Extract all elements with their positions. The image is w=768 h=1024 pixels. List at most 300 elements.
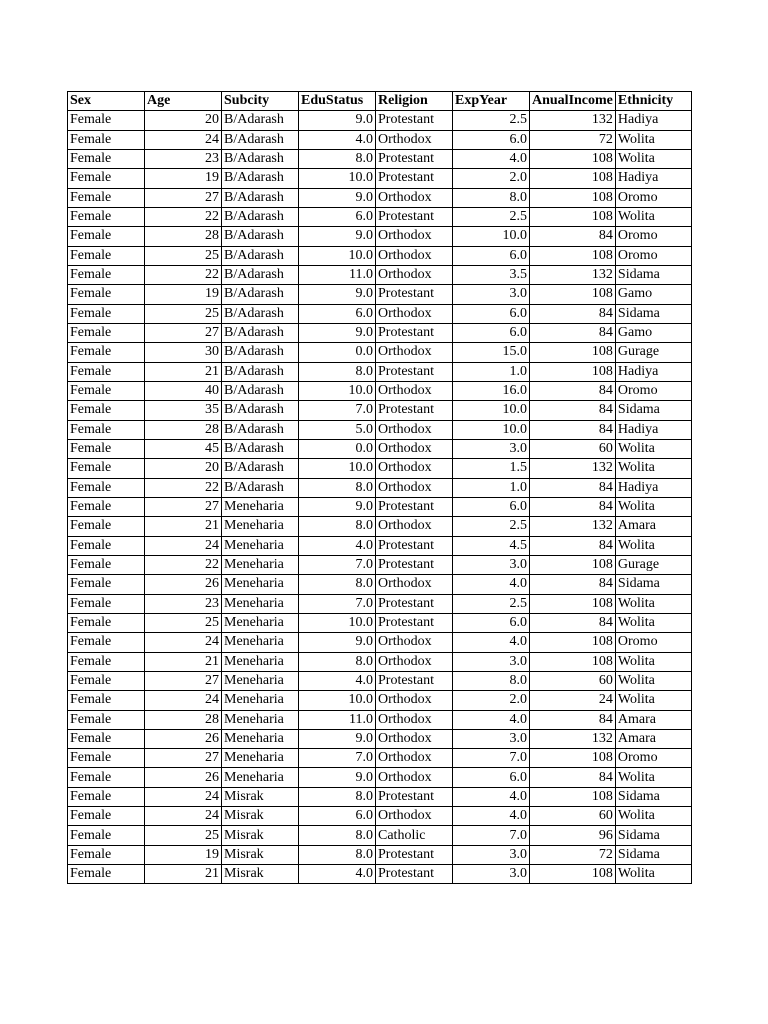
cell-expyear: 8.0 xyxy=(453,671,530,690)
cell-ethnicity: Wolita xyxy=(615,613,691,632)
cell-anualincome: 108 xyxy=(530,188,616,207)
table-row xyxy=(68,323,692,342)
table-row xyxy=(68,865,692,884)
cell-religion: Protestant xyxy=(376,536,453,555)
cell-edustatus: 10.0 xyxy=(299,691,376,710)
cell-age: 27 xyxy=(145,323,222,342)
cell-edustatus: 10.0 xyxy=(299,459,376,478)
cell-age: 24 xyxy=(145,130,222,149)
header-religion: Religion xyxy=(376,92,453,111)
cell-edustatus: 11.0 xyxy=(299,710,376,729)
cell-subcity: Meneharia xyxy=(222,691,299,710)
cell-sex: Female xyxy=(68,807,145,826)
cell-expyear: 7.0 xyxy=(453,749,530,768)
cell-religion: Orthodox xyxy=(376,749,453,768)
cell-age: 21 xyxy=(145,517,222,536)
cell-anualincome: 84 xyxy=(530,497,616,516)
cell-anualincome: 84 xyxy=(530,768,616,787)
cell-expyear: 1.0 xyxy=(453,362,530,381)
cell-age: 25 xyxy=(145,826,222,845)
cell-sex: Female xyxy=(68,111,145,130)
cell-edustatus: 7.0 xyxy=(299,594,376,613)
cell-subcity: B/Adarash xyxy=(222,439,299,458)
table-row xyxy=(68,807,692,826)
cell-subcity: B/Adarash xyxy=(222,188,299,207)
cell-age: 22 xyxy=(145,555,222,574)
table-row xyxy=(68,265,692,284)
cell-edustatus: 9.0 xyxy=(299,323,376,342)
cell-subcity: Misrak xyxy=(222,865,299,884)
cell-edustatus: 7.0 xyxy=(299,555,376,574)
cell-age: 35 xyxy=(145,401,222,420)
cell-sex: Female xyxy=(68,227,145,246)
cell-expyear: 2.0 xyxy=(453,691,530,710)
cell-sex: Female xyxy=(68,459,145,478)
cell-expyear: 2.5 xyxy=(453,594,530,613)
cell-age: 20 xyxy=(145,459,222,478)
cell-age: 22 xyxy=(145,207,222,226)
cell-age: 40 xyxy=(145,381,222,400)
cell-anualincome: 108 xyxy=(530,246,616,265)
cell-edustatus: 4.0 xyxy=(299,671,376,690)
header-edustatus: EduStatus xyxy=(299,92,376,111)
cell-expyear: 6.0 xyxy=(453,613,530,632)
cell-anualincome: 108 xyxy=(530,362,616,381)
cell-edustatus: 9.0 xyxy=(299,768,376,787)
cell-religion: Protestant xyxy=(376,111,453,130)
cell-ethnicity: Hadiya xyxy=(615,111,691,130)
cell-subcity: B/Adarash xyxy=(222,459,299,478)
cell-age: 24 xyxy=(145,691,222,710)
table-row xyxy=(68,613,692,632)
cell-expyear: 16.0 xyxy=(453,381,530,400)
cell-expyear: 10.0 xyxy=(453,227,530,246)
table-row xyxy=(68,575,692,594)
cell-sex: Female xyxy=(68,149,145,168)
cell-expyear: 3.0 xyxy=(453,729,530,748)
cell-anualincome: 108 xyxy=(530,207,616,226)
table-row xyxy=(68,246,692,265)
cell-sex: Female xyxy=(68,555,145,574)
cell-sex: Female xyxy=(68,575,145,594)
cell-religion: Protestant xyxy=(376,362,453,381)
cell-sex: Female xyxy=(68,845,145,864)
cell-edustatus: 9.0 xyxy=(299,729,376,748)
cell-subcity: Misrak xyxy=(222,826,299,845)
cell-subcity: Meneharia xyxy=(222,536,299,555)
cell-expyear: 2.0 xyxy=(453,169,530,188)
cell-religion: Protestant xyxy=(376,285,453,304)
cell-anualincome: 84 xyxy=(530,401,616,420)
cell-subcity: B/Adarash xyxy=(222,285,299,304)
cell-ethnicity: Wolita xyxy=(615,459,691,478)
cell-sex: Female xyxy=(68,130,145,149)
cell-ethnicity: Sidama xyxy=(615,265,691,284)
cell-sex: Female xyxy=(68,265,145,284)
cell-religion: Orthodox xyxy=(376,420,453,439)
cell-subcity: Meneharia xyxy=(222,749,299,768)
cell-subcity: Meneharia xyxy=(222,575,299,594)
cell-religion: Orthodox xyxy=(376,652,453,671)
cell-expyear: 6.0 xyxy=(453,130,530,149)
cell-religion: Protestant xyxy=(376,207,453,226)
cell-anualincome: 84 xyxy=(530,478,616,497)
cell-expyear: 4.0 xyxy=(453,633,530,652)
cell-anualincome: 84 xyxy=(530,575,616,594)
cell-ethnicity: Amara xyxy=(615,710,691,729)
cell-ethnicity: Gurage xyxy=(615,555,691,574)
cell-subcity: Meneharia xyxy=(222,497,299,516)
cell-sex: Female xyxy=(68,343,145,362)
cell-religion: Orthodox xyxy=(376,304,453,323)
cell-anualincome: 108 xyxy=(530,169,616,188)
cell-anualincome: 84 xyxy=(530,304,616,323)
cell-ethnicity: Sidama xyxy=(615,845,691,864)
cell-subcity: Meneharia xyxy=(222,633,299,652)
cell-anualincome: 60 xyxy=(530,671,616,690)
cell-religion: Orthodox xyxy=(376,691,453,710)
cell-expyear: 4.0 xyxy=(453,149,530,168)
cell-subcity: B/Adarash xyxy=(222,323,299,342)
cell-subcity: Misrak xyxy=(222,807,299,826)
cell-edustatus: 8.0 xyxy=(299,149,376,168)
cell-religion: Protestant xyxy=(376,787,453,806)
table-row xyxy=(68,768,692,787)
cell-anualincome: 84 xyxy=(530,613,616,632)
cell-edustatus: 8.0 xyxy=(299,517,376,536)
cell-religion: Orthodox xyxy=(376,459,453,478)
cell-age: 25 xyxy=(145,246,222,265)
cell-anualincome: 84 xyxy=(530,381,616,400)
cell-subcity: B/Adarash xyxy=(222,130,299,149)
cell-age: 27 xyxy=(145,671,222,690)
cell-age: 28 xyxy=(145,710,222,729)
cell-expyear: 4.5 xyxy=(453,536,530,555)
cell-age: 24 xyxy=(145,633,222,652)
cell-anualincome: 132 xyxy=(530,111,616,130)
cell-edustatus: 9.0 xyxy=(299,188,376,207)
cell-edustatus: 8.0 xyxy=(299,575,376,594)
table-row xyxy=(68,749,692,768)
cell-ethnicity: Wolita xyxy=(615,807,691,826)
cell-subcity: Meneharia xyxy=(222,710,299,729)
cell-anualincome: 84 xyxy=(530,323,616,342)
table-row xyxy=(68,652,692,671)
cell-expyear: 3.0 xyxy=(453,555,530,574)
cell-sex: Female xyxy=(68,362,145,381)
cell-expyear: 1.5 xyxy=(453,459,530,478)
cell-subcity: B/Adarash xyxy=(222,207,299,226)
table-row xyxy=(68,362,692,381)
cell-age: 22 xyxy=(145,265,222,284)
cell-religion: Orthodox xyxy=(376,246,453,265)
cell-edustatus: 9.0 xyxy=(299,227,376,246)
cell-age: 25 xyxy=(145,613,222,632)
table-row xyxy=(68,671,692,690)
header-subcity: Subcity xyxy=(222,92,299,111)
cell-subcity: Meneharia xyxy=(222,652,299,671)
cell-edustatus: 8.0 xyxy=(299,652,376,671)
cell-ethnicity: Sidama xyxy=(615,304,691,323)
cell-anualincome: 132 xyxy=(530,265,616,284)
cell-expyear: 3.0 xyxy=(453,439,530,458)
cell-expyear: 6.0 xyxy=(453,304,530,323)
table-row xyxy=(68,420,692,439)
cell-expyear: 6.0 xyxy=(453,497,530,516)
cell-expyear: 6.0 xyxy=(453,246,530,265)
cell-sex: Female xyxy=(68,169,145,188)
table-row xyxy=(68,691,692,710)
cell-edustatus: 10.0 xyxy=(299,613,376,632)
cell-religion: Protestant xyxy=(376,169,453,188)
table-row xyxy=(68,478,692,497)
cell-expyear: 7.0 xyxy=(453,826,530,845)
cell-age: 23 xyxy=(145,149,222,168)
cell-ethnicity: Oromo xyxy=(615,188,691,207)
cell-edustatus: 8.0 xyxy=(299,362,376,381)
cell-sex: Female xyxy=(68,536,145,555)
cell-ethnicity: Oromo xyxy=(615,246,691,265)
cell-ethnicity: Wolita xyxy=(615,671,691,690)
cell-sex: Female xyxy=(68,497,145,516)
cell-religion: Catholic xyxy=(376,826,453,845)
cell-subcity: Meneharia xyxy=(222,768,299,787)
cell-religion: Protestant xyxy=(376,149,453,168)
cell-edustatus: 7.0 xyxy=(299,401,376,420)
header-anualincome: AnualIncome xyxy=(530,92,616,111)
cell-subcity: B/Adarash xyxy=(222,478,299,497)
table-row xyxy=(68,787,692,806)
cell-age: 21 xyxy=(145,362,222,381)
cell-age: 27 xyxy=(145,749,222,768)
header-row xyxy=(68,92,692,111)
cell-expyear: 2.5 xyxy=(453,111,530,130)
cell-expyear: 4.0 xyxy=(453,575,530,594)
cell-sex: Female xyxy=(68,826,145,845)
cell-age: 22 xyxy=(145,478,222,497)
cell-ethnicity: Wolita xyxy=(615,865,691,884)
cell-expyear: 10.0 xyxy=(453,420,530,439)
cell-sex: Female xyxy=(68,710,145,729)
table-row xyxy=(68,207,692,226)
cell-sex: Female xyxy=(68,691,145,710)
cell-ethnicity: Hadiya xyxy=(615,169,691,188)
cell-age: 24 xyxy=(145,807,222,826)
table-body xyxy=(68,111,692,884)
cell-ethnicity: Oromo xyxy=(615,633,691,652)
cell-subcity: B/Adarash xyxy=(222,362,299,381)
cell-sex: Female xyxy=(68,401,145,420)
cell-age: 45 xyxy=(145,439,222,458)
cell-sex: Female xyxy=(68,207,145,226)
cell-age: 19 xyxy=(145,285,222,304)
table-row xyxy=(68,343,692,362)
cell-anualincome: 132 xyxy=(530,729,616,748)
cell-religion: Orthodox xyxy=(376,265,453,284)
cell-ethnicity: Hadiya xyxy=(615,420,691,439)
cell-subcity: Meneharia xyxy=(222,671,299,690)
cell-sex: Female xyxy=(68,729,145,748)
cell-edustatus: 9.0 xyxy=(299,497,376,516)
cell-expyear: 2.5 xyxy=(453,207,530,226)
cell-religion: Orthodox xyxy=(376,807,453,826)
cell-expyear: 4.0 xyxy=(453,807,530,826)
table-row xyxy=(68,285,692,304)
table-row xyxy=(68,149,692,168)
cell-edustatus: 4.0 xyxy=(299,130,376,149)
cell-ethnicity: Gurage xyxy=(615,343,691,362)
cell-age: 23 xyxy=(145,594,222,613)
table-row xyxy=(68,633,692,652)
cell-religion: Protestant xyxy=(376,555,453,574)
cell-expyear: 3.0 xyxy=(453,845,530,864)
cell-subcity: B/Adarash xyxy=(222,265,299,284)
cell-religion: Protestant xyxy=(376,671,453,690)
cell-sex: Female xyxy=(68,517,145,536)
cell-subcity: Misrak xyxy=(222,787,299,806)
cell-subcity: B/Adarash xyxy=(222,227,299,246)
cell-subcity: Misrak xyxy=(222,845,299,864)
cell-ethnicity: Amara xyxy=(615,517,691,536)
cell-ethnicity: Wolita xyxy=(615,439,691,458)
cell-religion: Orthodox xyxy=(376,517,453,536)
cell-sex: Female xyxy=(68,671,145,690)
cell-age: 27 xyxy=(145,497,222,516)
cell-ethnicity: Sidama xyxy=(615,575,691,594)
cell-age: 19 xyxy=(145,169,222,188)
cell-edustatus: 11.0 xyxy=(299,265,376,284)
cell-ethnicity: Sidama xyxy=(615,401,691,420)
cell-subcity: Meneharia xyxy=(222,555,299,574)
cell-anualincome: 84 xyxy=(530,536,616,555)
cell-sex: Female xyxy=(68,652,145,671)
cell-edustatus: 8.0 xyxy=(299,478,376,497)
cell-edustatus: 4.0 xyxy=(299,865,376,884)
cell-religion: Orthodox xyxy=(376,729,453,748)
header-expyear: ExpYear xyxy=(453,92,530,111)
cell-religion: Protestant xyxy=(376,613,453,632)
cell-subcity: Meneharia xyxy=(222,729,299,748)
cell-expyear: 3.0 xyxy=(453,865,530,884)
cell-edustatus: 5.0 xyxy=(299,420,376,439)
cell-edustatus: 6.0 xyxy=(299,207,376,226)
cell-subcity: B/Adarash xyxy=(222,149,299,168)
cell-ethnicity: Wolita xyxy=(615,207,691,226)
cell-ethnicity: Gamo xyxy=(615,323,691,342)
cell-age: 19 xyxy=(145,845,222,864)
table-row xyxy=(68,845,692,864)
cell-religion: Protestant xyxy=(376,323,453,342)
table-row xyxy=(68,227,692,246)
cell-anualincome: 108 xyxy=(530,652,616,671)
cell-sex: Female xyxy=(68,768,145,787)
table-row xyxy=(68,304,692,323)
cell-anualincome: 132 xyxy=(530,517,616,536)
cell-subcity: B/Adarash xyxy=(222,343,299,362)
cell-subcity: B/Adarash xyxy=(222,420,299,439)
cell-ethnicity: Gamo xyxy=(615,285,691,304)
cell-ethnicity: Wolita xyxy=(615,652,691,671)
table-row xyxy=(68,111,692,130)
table-row xyxy=(68,729,692,748)
cell-expyear: 6.0 xyxy=(453,768,530,787)
cell-subcity: B/Adarash xyxy=(222,246,299,265)
header-sex: Sex xyxy=(68,92,145,111)
cell-age: 26 xyxy=(145,768,222,787)
cell-religion: Protestant xyxy=(376,497,453,516)
cell-sex: Female xyxy=(68,246,145,265)
cell-edustatus: 7.0 xyxy=(299,749,376,768)
cell-religion: Orthodox xyxy=(376,710,453,729)
cell-age: 30 xyxy=(145,343,222,362)
cell-religion: Orthodox xyxy=(376,188,453,207)
cell-ethnicity: Hadiya xyxy=(615,478,691,497)
cell-religion: Protestant xyxy=(376,845,453,864)
cell-ethnicity: Wolita xyxy=(615,149,691,168)
cell-sex: Female xyxy=(68,381,145,400)
cell-age: 26 xyxy=(145,575,222,594)
table-row xyxy=(68,459,692,478)
cell-religion: Orthodox xyxy=(376,478,453,497)
cell-religion: Orthodox xyxy=(376,439,453,458)
cell-sex: Female xyxy=(68,285,145,304)
cell-sex: Female xyxy=(68,323,145,342)
cell-religion: Orthodox xyxy=(376,343,453,362)
cell-age: 28 xyxy=(145,420,222,439)
cell-age: 24 xyxy=(145,787,222,806)
cell-sex: Female xyxy=(68,613,145,632)
cell-age: 27 xyxy=(145,188,222,207)
cell-age: 25 xyxy=(145,304,222,323)
cell-ethnicity: Amara xyxy=(615,729,691,748)
cell-expyear: 1.0 xyxy=(453,478,530,497)
cell-religion: Orthodox xyxy=(376,575,453,594)
cell-edustatus: 10.0 xyxy=(299,169,376,188)
cell-sex: Female xyxy=(68,787,145,806)
cell-subcity: B/Adarash xyxy=(222,304,299,323)
cell-sex: Female xyxy=(68,439,145,458)
cell-religion: Orthodox xyxy=(376,130,453,149)
cell-religion: Orthodox xyxy=(376,227,453,246)
cell-age: 26 xyxy=(145,729,222,748)
header-ethnicity: Ethnicity xyxy=(615,92,691,111)
cell-anualincome: 72 xyxy=(530,845,616,864)
table-row xyxy=(68,555,692,574)
cell-age: 21 xyxy=(145,865,222,884)
cell-age: 20 xyxy=(145,111,222,130)
cell-anualincome: 108 xyxy=(530,594,616,613)
cell-ethnicity: Wolita xyxy=(615,691,691,710)
cell-expyear: 4.0 xyxy=(453,710,530,729)
cell-expyear: 10.0 xyxy=(453,401,530,420)
table-row xyxy=(68,497,692,516)
header-age: Age xyxy=(145,92,222,111)
cell-edustatus: 8.0 xyxy=(299,787,376,806)
cell-sex: Female xyxy=(68,749,145,768)
cell-edustatus: 9.0 xyxy=(299,633,376,652)
cell-sex: Female xyxy=(68,188,145,207)
cell-anualincome: 84 xyxy=(530,227,616,246)
cell-edustatus: 9.0 xyxy=(299,285,376,304)
cell-expyear: 8.0 xyxy=(453,188,530,207)
table-row xyxy=(68,381,692,400)
cell-subcity: B/Adarash xyxy=(222,381,299,400)
table-row xyxy=(68,188,692,207)
table-row xyxy=(68,130,692,149)
cell-subcity: B/Adarash xyxy=(222,111,299,130)
cell-sex: Female xyxy=(68,594,145,613)
cell-anualincome: 60 xyxy=(530,439,616,458)
